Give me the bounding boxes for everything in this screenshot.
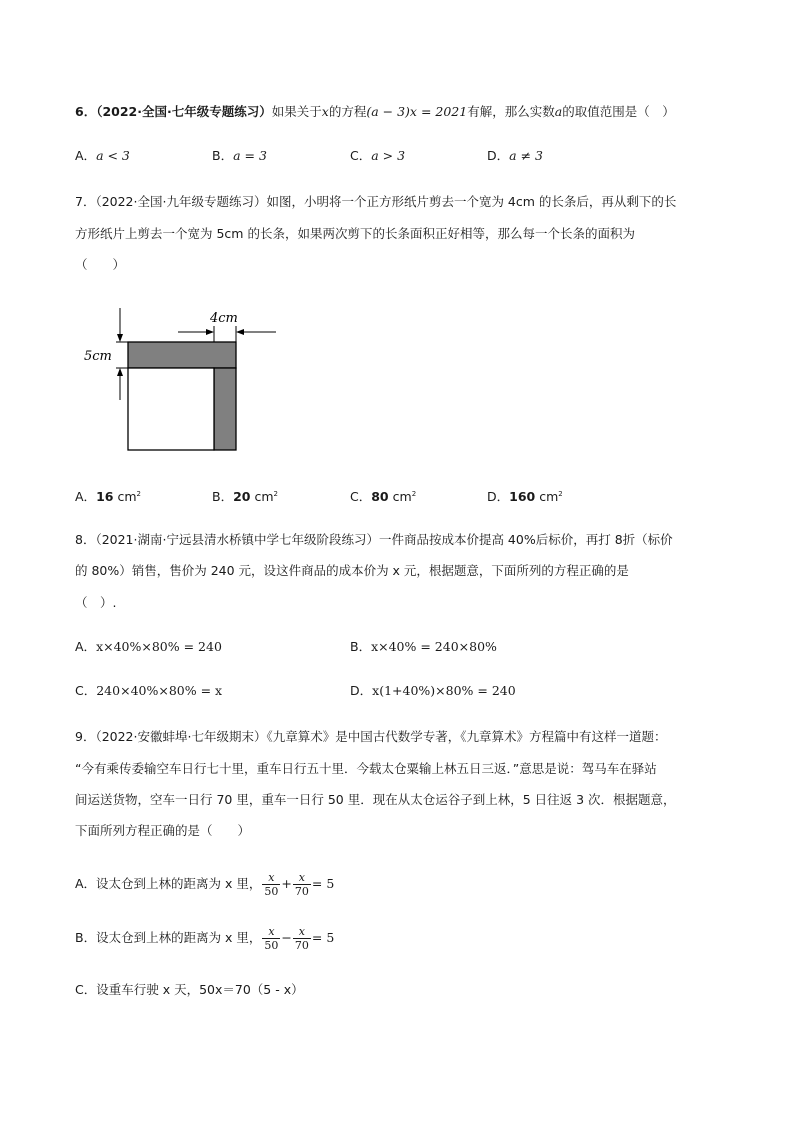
q6-number: 6． (75, 104, 97, 119)
q9-stem-line-4: 下面所列方程正确的是（ ） (75, 823, 251, 838)
q6-text-3: 有解，那么实数 (467, 104, 555, 119)
q6-text-2: 的方程 (328, 104, 367, 119)
q7-stem-line-1: 7．（2022·全国·九年级专题练习）如图，小明将一个正方形纸片剪去一个宽为 4cm 的长条后，再从剩下的长 (75, 194, 677, 209)
fraction-x-over-50: $\frac{x}{50}$ (264, 871, 279, 898)
label-4cm: 4cm (210, 311, 238, 326)
q6-equation: (a − 3)x = 2021 (366, 104, 468, 119)
dim-arrowhead-top (117, 334, 123, 342)
q7-option-d: D．160 $cm^2$ (487, 489, 563, 505)
q7-stem-line-2: 方形纸片上剪去一个宽为 5cm 的长条，如果两次剪下的长条面积正好相等，那么每一个长条的面积为 (75, 226, 635, 241)
figure-remaining-square (128, 368, 214, 450)
q8-option-b: B．x×40% = 240×80% (350, 639, 497, 654)
dim-arrowhead-left (206, 329, 214, 335)
q9-option-a: A．设太仓到上林的距离为 x 里， $\frac{x}{50}$ + $\frac{x}{70}$ = 5 (75, 871, 335, 898)
q9-stem-line-1: 9．（2022·安徽蚌埠·七年级期末）《九章算术》是中国古代数学专著，《九章算术》方程篇中有这样一道题： (75, 729, 667, 744)
q9-stem-line-2: “今有乘传委输空车日行七十里，重车日行五十里．今载太仓粟输上林五日三返．”意思是说：驾马车在驿站 (75, 761, 657, 776)
q6-stem (75, 104, 675, 120)
q8-option-a: A．x×40%×80% = 240 (75, 639, 222, 654)
dim-arrowhead-bottom (117, 368, 123, 376)
q8-stem-line-3: （ ）. (75, 595, 117, 610)
q7-option-b: B．20 $cm^2$ (212, 489, 278, 505)
q9-option-c: C．设重车行驶 x 天，50x＝70（5 - x） (75, 982, 304, 997)
label-5cm: 5cm (84, 349, 112, 364)
q6-source: （2022·全国·七年级专题练习） (96, 104, 272, 119)
fraction-x-over-70: $\frac{x}{70}$ (294, 871, 309, 898)
q6-text-4: 的取值范围是（ ） (562, 104, 675, 119)
q8-stem-line-1: 8．（2021·湖南·宁远县清水桥镇中学七年级阶段练习）一件商品按成本价提高 40%后标价，再打 8折（标价 (75, 532, 673, 547)
q8-option-c: C．240×40%×80% = x (75, 683, 223, 698)
q9-stem-line-3: 间运送货物，空车一日行 70 里，重车一日行 50 里．现在从太仓运谷子到上林，5 日往返 3 次．根据题意， (75, 792, 676, 807)
figure-right-strip (214, 368, 236, 450)
fraction-x-over-50: $\frac{x}{50}$ (264, 925, 279, 952)
q8-option-d: D．x(1+40%)×80% = 240 (350, 683, 516, 698)
q6-option-d: D．a ≠ 3 (487, 148, 543, 163)
figure-top-strip (128, 342, 236, 368)
q6-option-b: B．a = 3 (212, 148, 267, 163)
q7-option-c: C．80 $cm^2$ (350, 489, 417, 505)
fraction-x-over-70: $\frac{x}{70}$ (294, 925, 309, 952)
q9-option-b: B．设太仓到上林的距离为 x 里， $\frac{x}{50}$ − $\frac{x}{70}$ = 5 (75, 925, 335, 952)
q6-option-c: C．a > 3 (350, 148, 406, 163)
q7-square-figure (80, 300, 290, 460)
dim-arrowhead-right (236, 329, 244, 335)
q6-var-x: x (321, 104, 329, 119)
q7-option-a: A．16 $cm^2$ (75, 489, 141, 505)
q6-var-a: a (554, 104, 563, 119)
q7-stem-line-3: （ ） (75, 257, 126, 272)
q6-option-a: A．a < 3 (75, 148, 130, 163)
q6-text-1: 如果关于 (271, 104, 322, 119)
q8-stem-line-2: 的 80%）销售，售价为 240 元，设这件商品的成本价为 x 元，根据题意，下面所列的方程正确的是 (75, 563, 629, 578)
